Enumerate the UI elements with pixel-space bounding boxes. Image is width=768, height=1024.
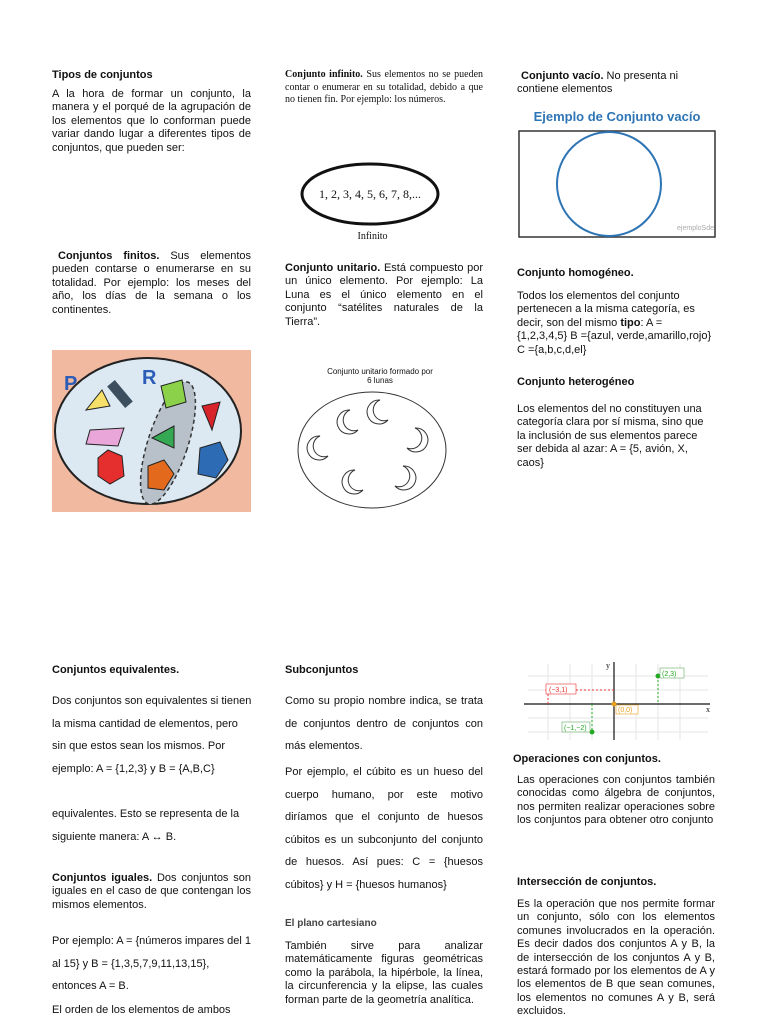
vacio-title: Conjunto vacío. bbox=[521, 70, 604, 82]
sub-title: Subconjuntos bbox=[285, 664, 359, 676]
equiv-title: Conjuntos equivalentes. bbox=[52, 664, 180, 676]
homog-text-2: : A = {1,2,3,4,5} B ={azul, verde,amarillo,rojo} C ={a,b,c,d,el} bbox=[517, 316, 712, 356]
homog-bold: tipo bbox=[620, 316, 641, 329]
infinito-paragraph bbox=[285, 69, 483, 107]
vacio-watermark: ejemploSde bbox=[677, 225, 714, 232]
sub-text-2: Por ejemplo, el cúbito es un hueso del cuerpo humano, por este motivo diríamos que el conjunto de huesos cúbitos es un subconjunto del conjunto de huesos. Así pues: C = {huesos cúbitos} y H = {huesos humanos} bbox=[285, 766, 483, 891]
homog-paragraph bbox=[517, 290, 713, 357]
inter-title: Intersección de conjuntos. bbox=[517, 876, 657, 888]
label-p: P bbox=[64, 373, 78, 395]
heter-text: Los elementos del no constituyen una categoría clara por sí misma, sino que la inclusión de sus elementos parece ser debida al azar: A = {5, avión, X, caos} bbox=[517, 403, 704, 469]
tipos-title: Tipos de conjuntos bbox=[52, 69, 153, 81]
point-label-2: (2,3) bbox=[662, 671, 677, 678]
inter-text: Es la operación que nos permite formar un conjunto, sólo con los elementos comunes involucrados en la operación. Es decir dados dos conjuntos A y B, la de intersección de los conjuntos A y B, estará formado por los elementos de A y los elementos de B que sean comunes, los elementos no comunes A y B, será excluidos. bbox=[517, 898, 715, 1018]
orden-text: El orden de los elementos de ambos bbox=[52, 1004, 231, 1016]
vacio-image-title: Ejemplo de Conjunto vacío bbox=[533, 109, 701, 124]
plano-title: El plano cartesiano bbox=[285, 918, 377, 929]
infinito-caption: Infinito bbox=[357, 231, 388, 242]
finite-set-image bbox=[52, 350, 251, 512]
heter-title: Conjunto heterogéneo bbox=[517, 376, 635, 388]
empty-set-image bbox=[518, 105, 716, 238]
sub-text-1: Como su propio nombre indica, se trata de conjuntos dentro de conjuntos con más elementos. bbox=[285, 695, 483, 752]
unitario-caption: Conjunto unitario formado por 6 lunas bbox=[327, 367, 433, 385]
infinito-title: Conjunto infinito. bbox=[285, 69, 363, 80]
homog-title: Conjunto homogéneo. bbox=[517, 267, 634, 279]
oper-title: Operaciones con conjuntos. bbox=[513, 753, 661, 765]
unitario-paragraph bbox=[285, 262, 483, 329]
point-label-3: (0,0) bbox=[618, 707, 633, 714]
oper-text: Las operaciones con conjuntos también conocidas como álgebra de conjuntos, nos permiten realizar operaciones sobre los conjuntos para obtener otro conjunto bbox=[517, 774, 715, 827]
iguales-paragraph bbox=[52, 872, 251, 912]
infinite-set-image bbox=[300, 160, 445, 230]
finitos-paragraph bbox=[52, 250, 251, 317]
unitario-moons-image bbox=[295, 388, 450, 513]
vacio-paragraph bbox=[517, 70, 717, 97]
iguales-title: Conjuntos iguales. bbox=[52, 872, 153, 884]
infinito-text: Sus elementos no se pueden contar o enumerar en su totalidad, debido a que no tienen fin. Por ejemplo: los números. bbox=[285, 69, 484, 106]
plano-text: También sirve para analizar matemáticamente figuras geométricas como la parábola, la hipérbole, la línea, la circunferencia y la elipse, las cuales forman parte de la geometría analítica. bbox=[285, 940, 483, 1006]
unitario-title: Conjunto unitario. bbox=[285, 262, 381, 274]
iguales-text: Dos conjuntos son iguales en el caso de que contengan los mismos elementos. bbox=[52, 872, 251, 911]
point-label-1: (−3,1) bbox=[549, 687, 568, 694]
label-r: R bbox=[142, 367, 157, 389]
tipos-text: A la hora de formar un conjunto, la manera y el porqué de la agrupación de los elementos que lo conforman puede variar dando lugar a diferentes tipos de conjuntos, que pueden ser: bbox=[52, 88, 251, 154]
equiv-text: Dos conjuntos son equivalentes si tienen la misma cantidad de elementos, pero sin que estos sean los mismos. Por ejemplo: A = {1,2,3} y B = {A,B,C} bbox=[52, 695, 252, 775]
axis-x-label: x bbox=[706, 705, 710, 714]
point-label-4: (−1,−2) bbox=[564, 725, 587, 732]
homog-text-1: Todos los elementos del conjunto pertenecen a la misma categoría, es decir, son del mismo bbox=[517, 290, 695, 329]
vacio-text: No presenta ni contiene elementos bbox=[517, 70, 679, 96]
axis-y-label: y bbox=[606, 661, 610, 670]
finitos-title: Conjuntos finitos. bbox=[58, 250, 160, 262]
unitario-text: Está compuesto por un único elemento. Por ejemplo: La Luna es el único elemento en el conjunto “satélites naturales de la Tierra”. bbox=[285, 262, 484, 328]
finitos-text: Sus elementos pueden contarse o enumerarse en su totalidad. Por ejemplo: los meses del año, los días de la semana o los continentes. bbox=[52, 250, 252, 316]
infinito-set-text: 1, 2, 3, 4, 5, 6, 7, 8,... bbox=[319, 187, 421, 201]
cartesian-plane-image bbox=[518, 660, 716, 742]
equiv-text-2: equivalentes. Esto se representa de la siguiente manera: A ↔ B. bbox=[52, 808, 240, 843]
iguales-example: Por ejemplo: A = {números impares del 1 al 15} y B = {1,3,5,7,9,11,13,15}, entonces A = B. bbox=[52, 935, 252, 992]
